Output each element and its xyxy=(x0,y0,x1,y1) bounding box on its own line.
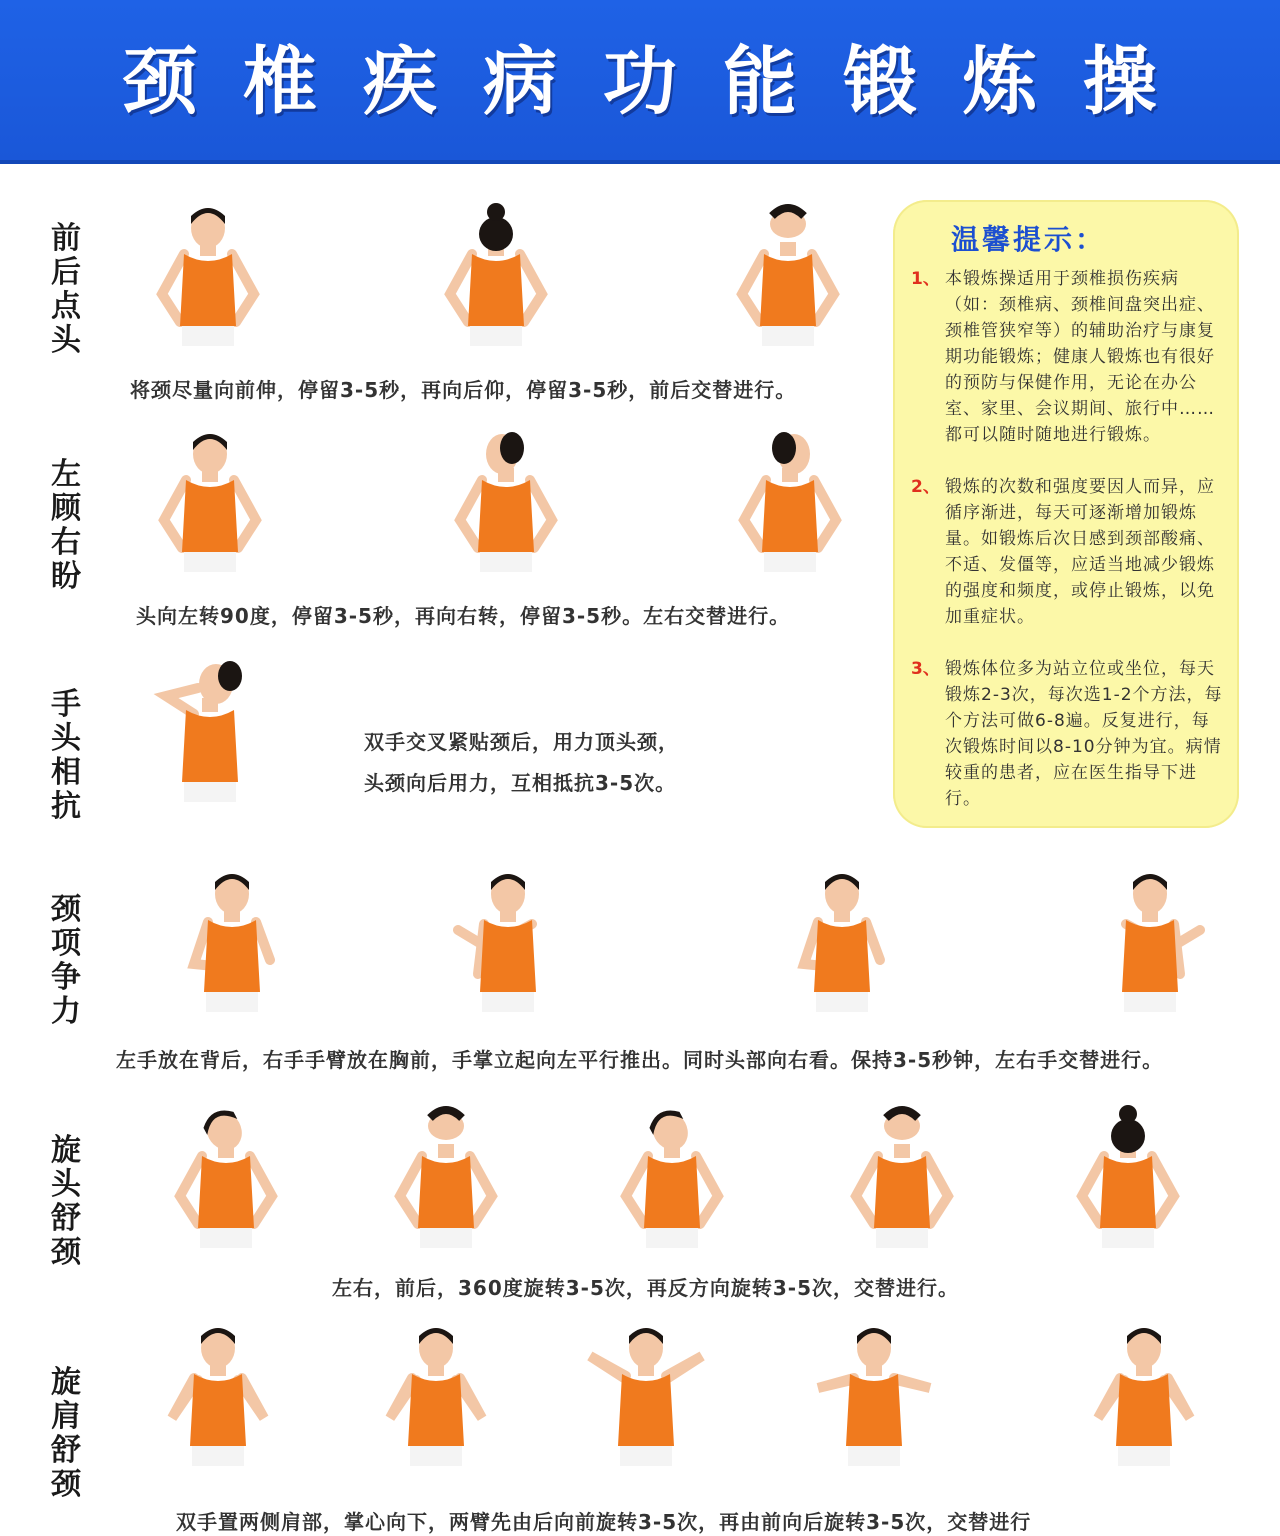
section-label-char: 头 xyxy=(51,721,81,756)
header-banner xyxy=(0,0,1280,164)
tips-title: 温馨提示： xyxy=(951,223,1107,256)
caption-resist-line1: 双手交叉紧贴颈后，用力顶头颈， xyxy=(364,730,679,754)
caption-nod: 将颈尽量向前伸，停留3-5秒，再向后仰，停留3-5秒，前后交替进行。 xyxy=(130,378,797,402)
figure-image xyxy=(612,1100,732,1250)
section-label-neck-force xyxy=(44,893,88,1029)
section-label-char: 争 xyxy=(51,960,81,995)
section-label-char: 盼 xyxy=(51,559,81,594)
figure-image xyxy=(158,1318,278,1468)
tip-number: 3、 xyxy=(911,659,940,679)
figure-image xyxy=(150,424,270,574)
figure-image xyxy=(166,1100,286,1250)
section-label-head-rotate xyxy=(44,1134,88,1270)
page-title: 颈椎疾病功能锻炼操 xyxy=(123,39,1203,125)
tip-text: 本锻炼操适用于颈椎损伤疾病（如：颈椎病、颈椎间盘突出症、颈椎管狭窄等）的辅助治疗与康复期功能锻炼；健康人锻炼也有很好的预防与保健作用，无论在办公室、家里、会议期间、旅行中……都可以随时随地进行锻炼。 xyxy=(945,269,1215,445)
tip-text: 锻炼的次数和强度要因人而异，应循序渐进，每天可逐渐增加锻炼量。如锻炼后次日感到颈部酸痛、不适、发僵等，应适当地减少锻炼的强度和频度，或停止锻炼，以免加重症状。 xyxy=(945,477,1215,627)
section-label-char: 右 xyxy=(51,525,81,560)
figure-image xyxy=(728,198,848,348)
caption-resist-line2: 头颈向后用力，互相抵抗3-5次。 xyxy=(364,771,677,795)
section-label-char: 后 xyxy=(51,255,81,290)
caption-shoulder-rotate: 双手置两侧肩部，掌心向下，两臂先由后向前旋转3-5次，再由前向后旋转3-5次，交替进行 xyxy=(176,1510,1032,1534)
caption-head-rotate: 左右，前后，360度旋转3-5次，再反方向旋转3-5次，交替进行。 xyxy=(332,1276,960,1300)
section-label-char: 抗 xyxy=(51,789,81,824)
section-label-char: 左 xyxy=(51,457,81,492)
figure-image xyxy=(1084,1318,1204,1468)
section-label-char: 肩 xyxy=(51,1399,81,1434)
section-label-char: 力 xyxy=(51,994,81,1029)
tip-text: 锻炼体位多为站立位或坐位，每天锻炼2-3次，每次选1-2个方法，每个方法可做6-8遍。反复进行，每次锻炼时间以8-10分钟为宜。病情较重的患者，应在医生指导下进行。 xyxy=(945,659,1223,809)
tip-number: 1、 xyxy=(911,269,940,289)
section-label-char: 颈 xyxy=(51,1467,81,1502)
tip-item xyxy=(911,474,1227,630)
section-label-nod xyxy=(44,222,88,358)
section-label-char: 舒 xyxy=(51,1433,81,1468)
figure-image xyxy=(1090,864,1210,1014)
figure-image xyxy=(150,654,270,804)
tip-item xyxy=(911,656,1227,812)
section-label-char: 头 xyxy=(51,323,81,358)
section-label-char: 相 xyxy=(51,755,81,790)
section-label-char: 项 xyxy=(51,926,81,961)
caption-turn: 头向左转90度，停留3-5秒，再向右转，停留3-5秒。左右交替进行。 xyxy=(136,604,791,628)
figure-image xyxy=(376,1318,496,1468)
figure-image xyxy=(586,1318,706,1468)
figure-image xyxy=(386,1100,506,1250)
section-label-char: 顾 xyxy=(51,491,81,526)
section-label-turn xyxy=(44,458,88,594)
figure-image xyxy=(446,424,566,574)
section-label-char: 颈 xyxy=(51,892,81,927)
section-label-char: 手 xyxy=(51,687,81,722)
figure-image xyxy=(448,864,568,1014)
figure-image xyxy=(782,864,902,1014)
section-label-char: 前 xyxy=(51,221,81,256)
section-label-char: 颈 xyxy=(51,1235,81,1270)
figure-image xyxy=(436,198,556,348)
section-label-char: 旋 xyxy=(51,1133,81,1168)
section-label-shoulder-rotate xyxy=(44,1366,88,1502)
tip-number: 2、 xyxy=(911,477,940,497)
figure-image xyxy=(814,1318,934,1468)
tips-box xyxy=(893,200,1239,828)
section-label-char: 旋 xyxy=(51,1365,81,1400)
figure-image xyxy=(730,424,850,574)
caption-neck-force: 左手放在背后，右手手臂放在胸前，手掌立起向左平行推出。同时头部向右看。保持3-5秒钟，左右手交替进行。 xyxy=(116,1048,1164,1072)
section-label-char: 舒 xyxy=(51,1201,81,1236)
tip-item xyxy=(911,266,1227,448)
section-label-char: 点 xyxy=(51,289,81,324)
figure-image xyxy=(1068,1100,1188,1250)
figure-image xyxy=(172,864,292,1014)
figure-image xyxy=(842,1100,962,1250)
figure-image xyxy=(148,198,268,348)
section-label-char: 头 xyxy=(51,1167,81,1202)
section-label-resist xyxy=(44,688,88,824)
